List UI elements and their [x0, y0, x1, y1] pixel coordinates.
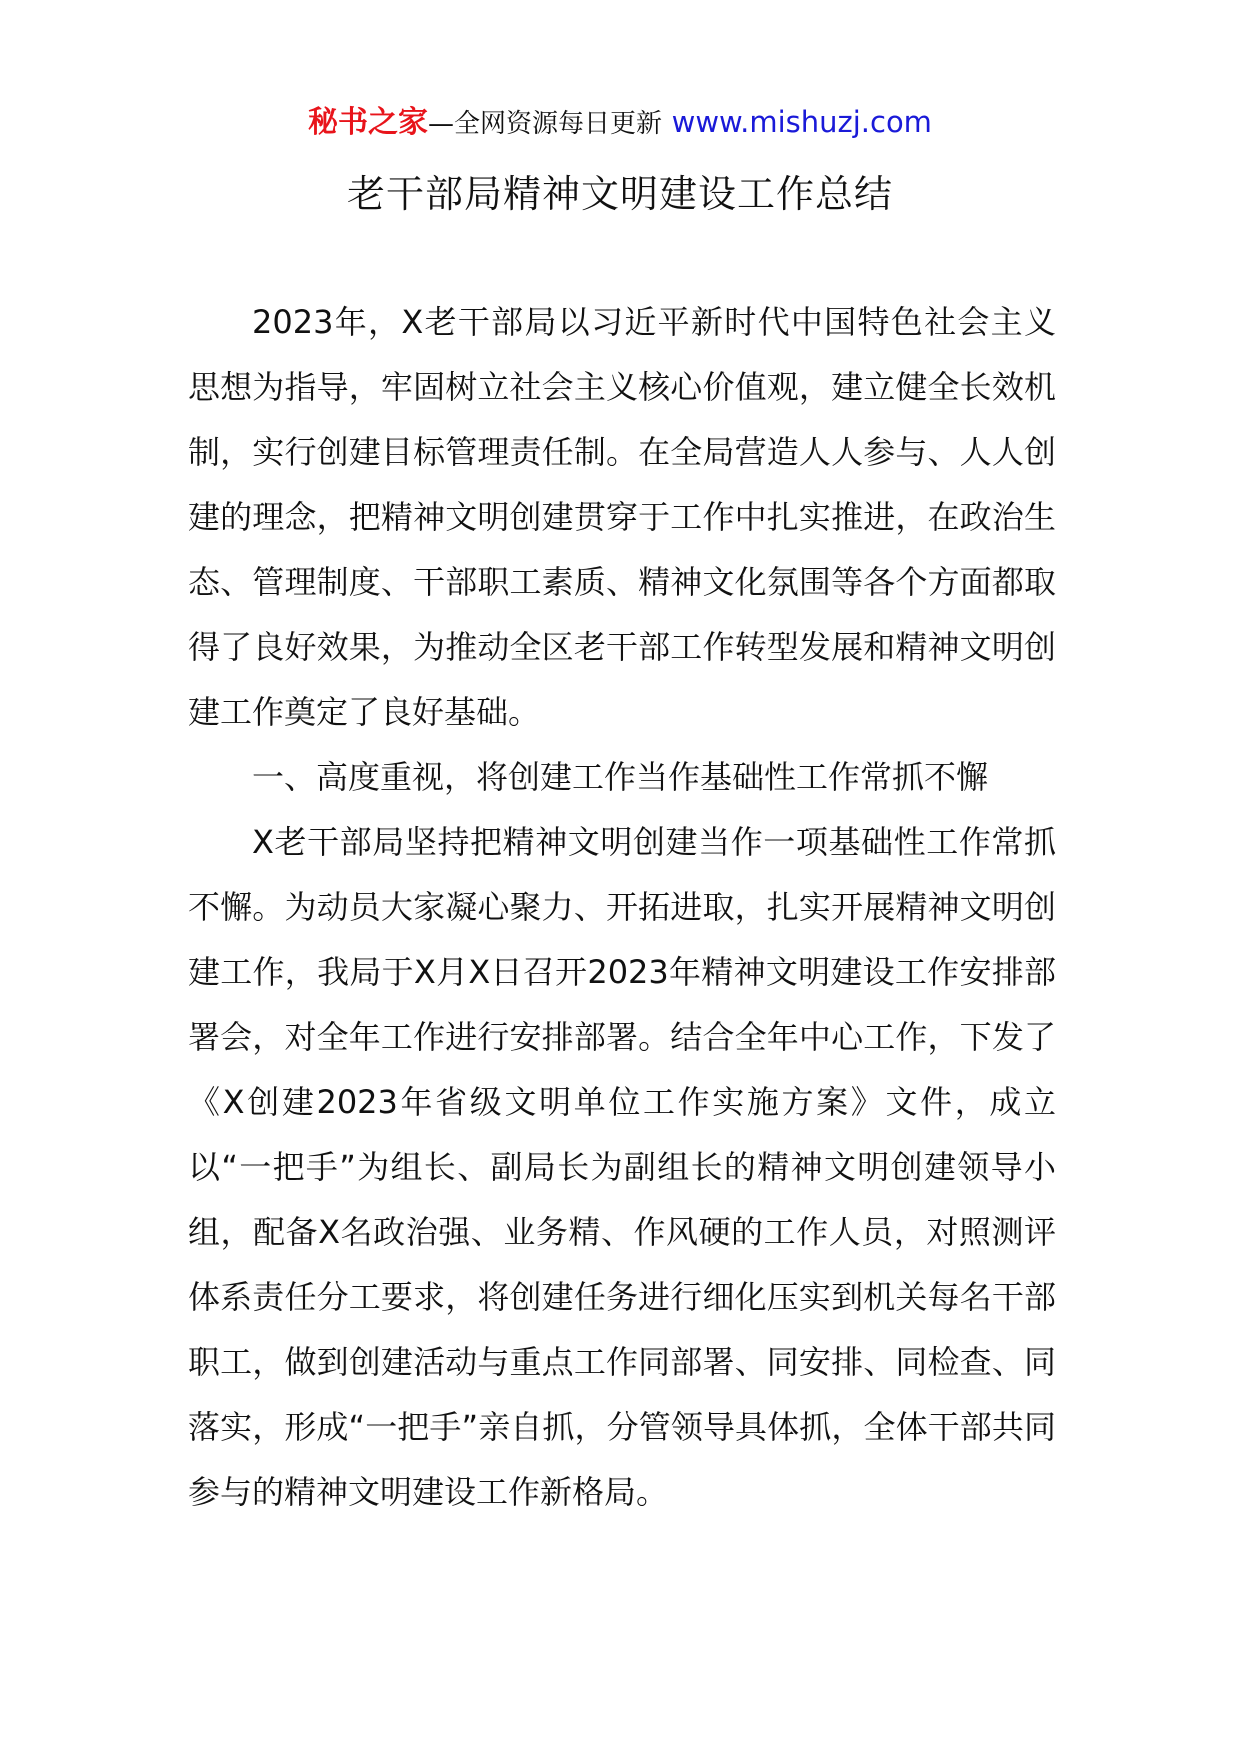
intro-paragraph: 2023年，X老干部局以习近平新时代中国特色社会主义思想为指导，牢固树立社会主义核心价值观，建立健全长效机制，实行创建目标管理责任制。在全局营造人人参与、人人创建的理念，把精神文明创建贯穿于工作中扎实推进，在政治生态、管理制度、干部职工素质、精神文化氛围等各个方面都取得了良好效果，为推动全区老干部工作转型发展和精神文明创建工作奠定了良好基础。: [188, 303, 1056, 731]
site-url-link[interactable]: www.mishuzj.com: [671, 105, 932, 139]
site-header: [0, 100, 1240, 146]
document-body: [188, 290, 1056, 1525]
section-paragraph: X老干部局坚持把精神文明创建当作一项基础性工作常抓不懈。为动员大家凝心聚力、开拓进取，扎实开展精神文明创建工作，我局于X月X日召开2023年精神文明建设工作安排部署会，对全年工作进行安排部署。结合全年中心工作，下发了《X创建2023年省级文明单位工作实施方案》文件，成立以“一把手”为组长、副局长为副组长的精神文明创建领导小组，配备X名政治强、业务精、作风硬的工作人员，对照测评体系责任分工要求，将创建任务进行细化压实到机关每名干部职工，做到创建活动与重点工作同部署、同安排、同检查、同落实，形成“一把手”亲自抓，分管领导具体抓，全体干部共同参与的精神文明建设工作新格局。: [188, 823, 1056, 1511]
section-heading: 一、高度重视，将创建工作当作基础性工作常抓不懈: [252, 758, 989, 796]
site-slogan: —全网资源每日更新: [428, 109, 663, 139]
brand-name: 秘书之家: [308, 105, 429, 140]
document-title: 老干部局精神文明建设工作总结: [346, 172, 893, 216]
